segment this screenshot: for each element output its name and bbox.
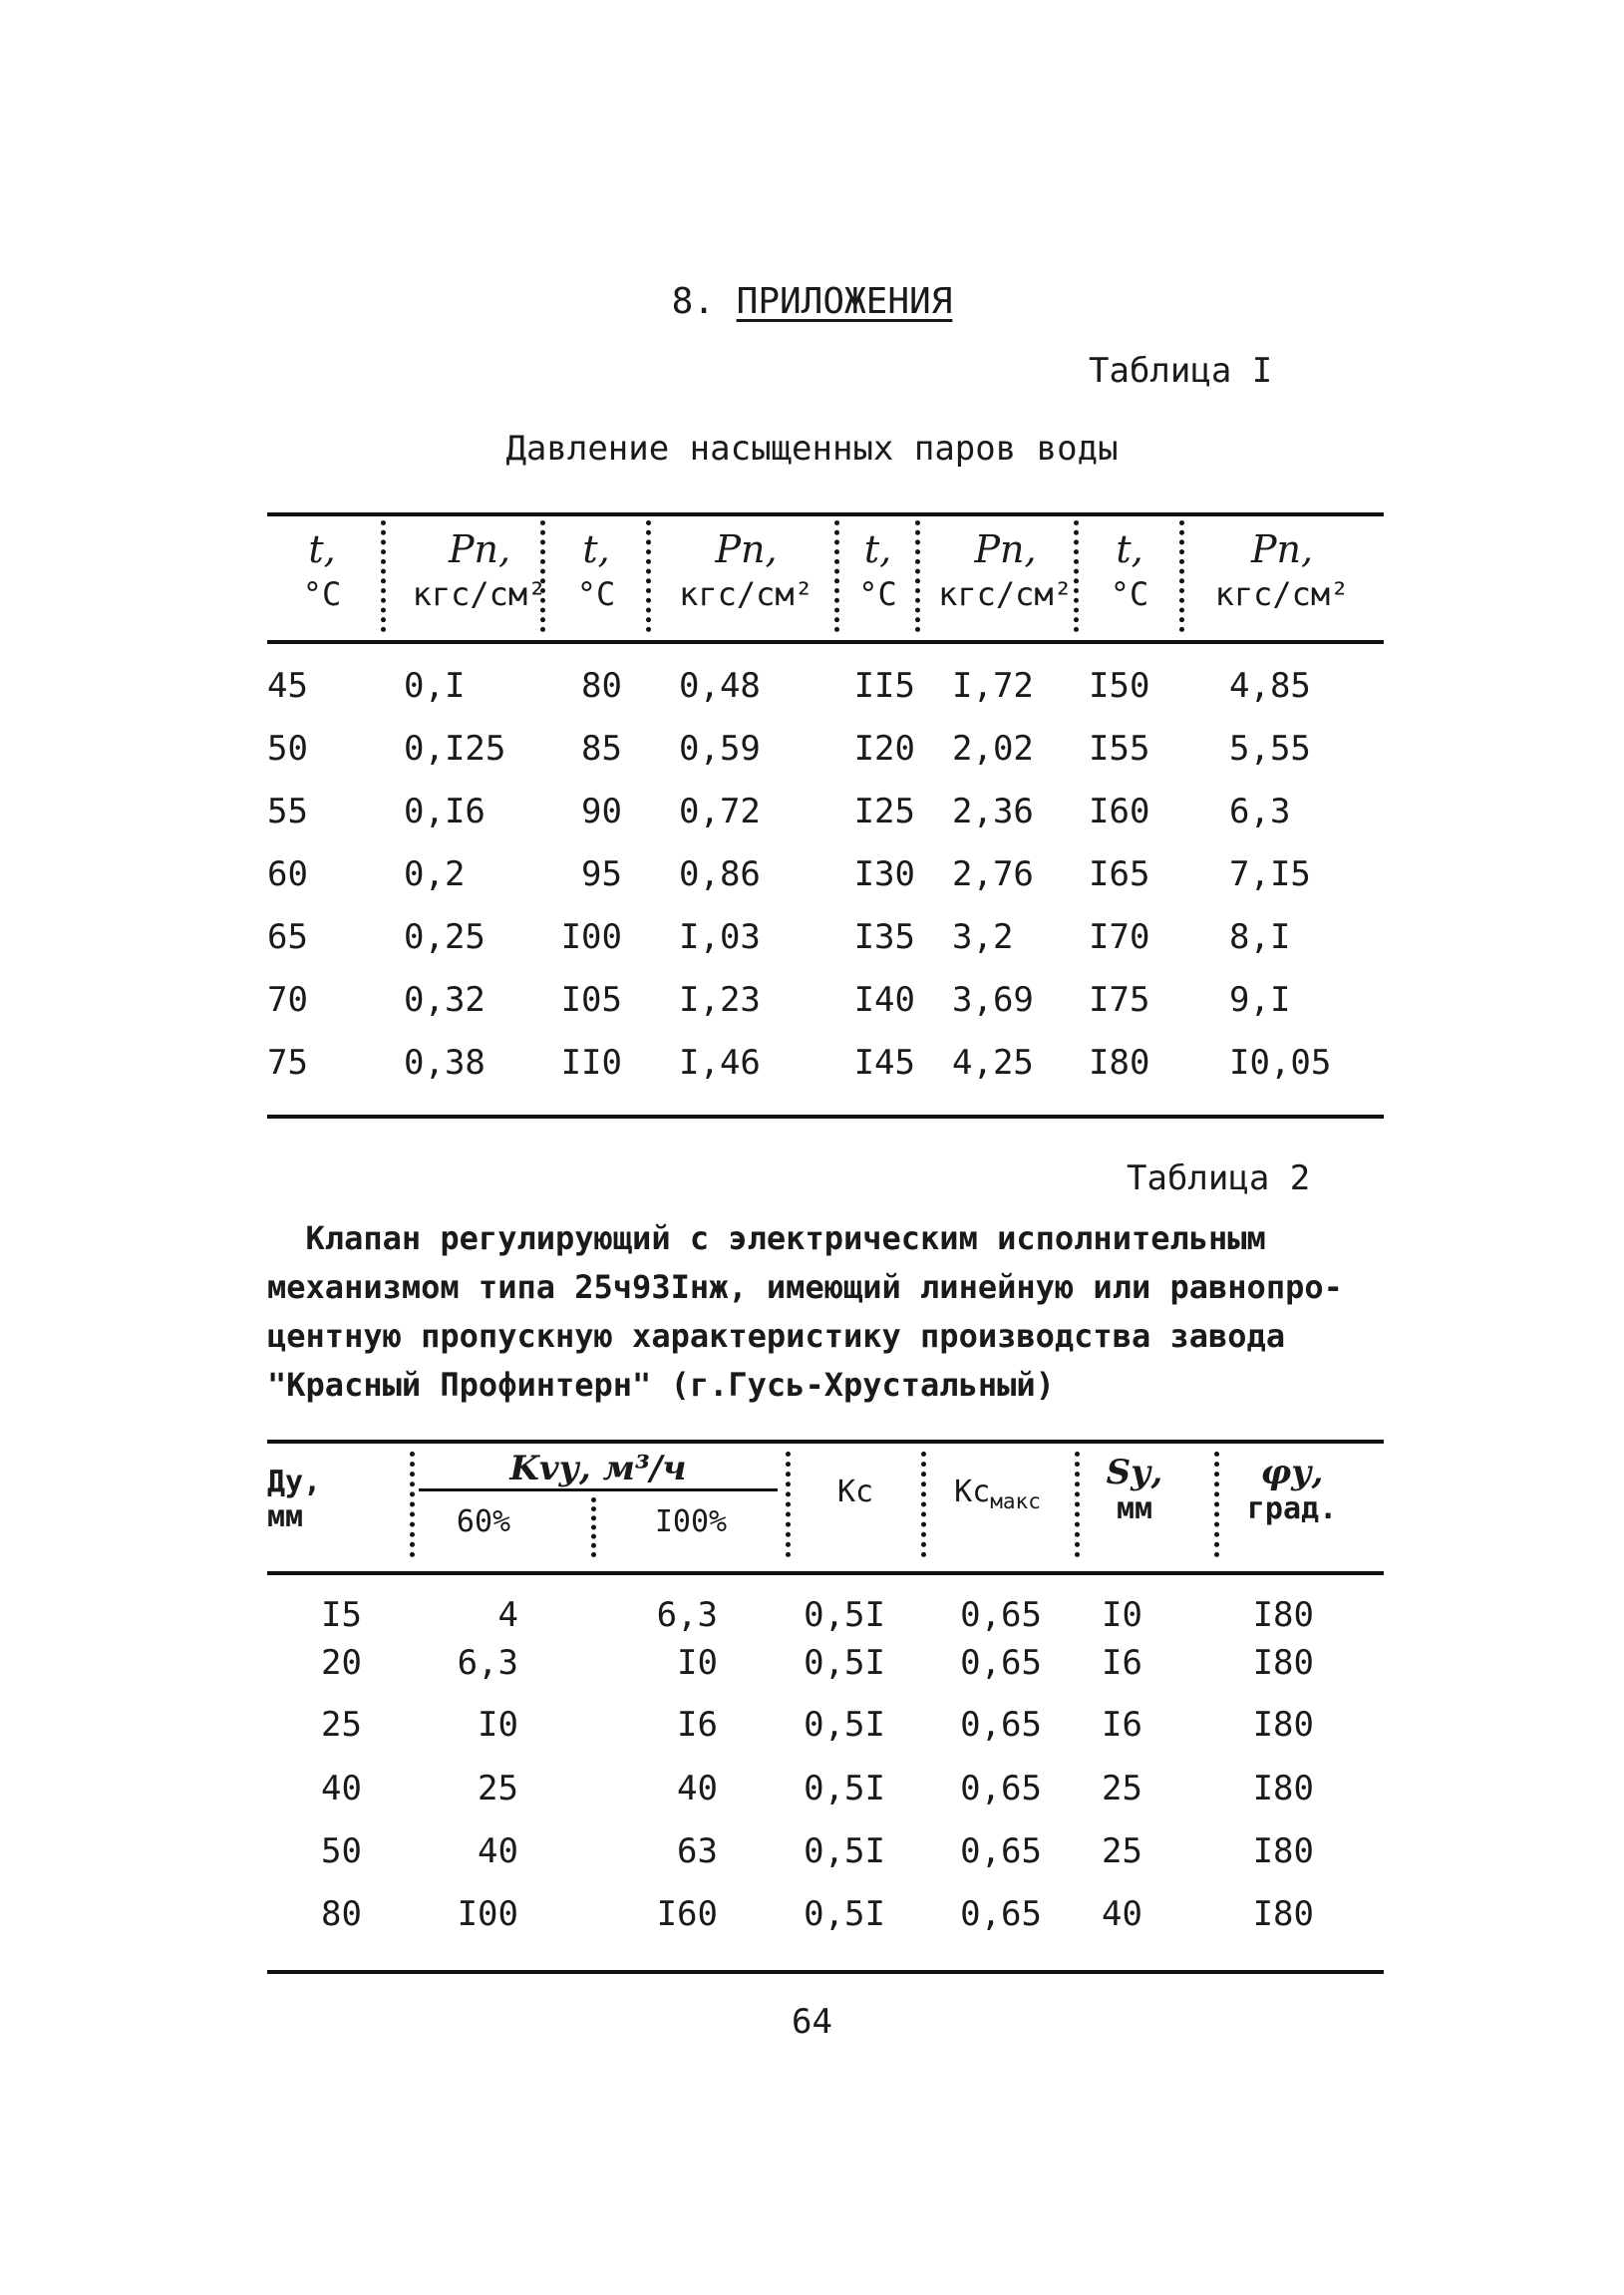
page-number: 64 bbox=[792, 2002, 832, 2042]
table-cell: I60 bbox=[656, 1894, 718, 1934]
table-cell: 0,5I bbox=[804, 1894, 885, 1934]
table-cell: I40 bbox=[853, 980, 915, 1020]
header-t bbox=[546, 526, 646, 614]
table-cell: I5 bbox=[321, 1595, 362, 1635]
header-p bbox=[1187, 526, 1377, 614]
table-cell: 90 bbox=[581, 792, 622, 831]
table-cell: 0,65 bbox=[960, 1705, 1042, 1745]
section-number: 8. bbox=[671, 281, 715, 322]
table-cell: I6 bbox=[1102, 1643, 1142, 1683]
table-cell: 50 bbox=[321, 1831, 362, 1871]
header-p-label: Pп, bbox=[715, 527, 778, 571]
table-cell: 75 bbox=[267, 1043, 308, 1083]
section-title: ПРИЛОЖЕНИЯ bbox=[736, 281, 953, 322]
table-cell: 4,25 bbox=[952, 1043, 1034, 1083]
table-cell: 45 bbox=[267, 666, 308, 706]
description-line: механизмом типа 25ч93Iнж, имеющий линейную или равнопро- bbox=[267, 1268, 1343, 1306]
table-cell: 9,I bbox=[1229, 980, 1291, 1020]
table-cell: I75 bbox=[1089, 980, 1150, 1020]
table-cell: I05 bbox=[560, 980, 622, 1020]
table-cell: I,46 bbox=[679, 1043, 761, 1083]
table-cell: I65 bbox=[1089, 854, 1150, 894]
table-cell: 6,3 bbox=[457, 1643, 518, 1683]
table-cell: 2,02 bbox=[952, 729, 1034, 769]
table-cell: 0,48 bbox=[679, 666, 761, 706]
column-divider bbox=[834, 520, 839, 632]
column-divider bbox=[646, 520, 651, 632]
table2-header-rule bbox=[267, 1571, 1384, 1575]
header-phi bbox=[1222, 1454, 1362, 1527]
table-cell: 6,3 bbox=[1229, 792, 1291, 831]
table2-label: Таблица 2 bbox=[1127, 1158, 1311, 1198]
table-cell: II5 bbox=[853, 666, 915, 706]
column-divider bbox=[540, 520, 545, 632]
header-sy-label: Sу, bbox=[1106, 1453, 1163, 1492]
header-kvy bbox=[419, 1450, 778, 1491]
column-divider bbox=[921, 1452, 926, 1557]
header-p-unit: кгс/см² bbox=[1214, 574, 1350, 613]
table-cell: I00 bbox=[560, 917, 622, 957]
table-cell: 7,I5 bbox=[1229, 854, 1311, 894]
header-t bbox=[840, 526, 915, 614]
table-cell: 4,85 bbox=[1229, 666, 1311, 706]
table-cell: I30 bbox=[853, 854, 915, 894]
table-cell: 0,I6 bbox=[404, 792, 486, 831]
table-cell: 0,32 bbox=[404, 980, 486, 1020]
table-cell: I,72 bbox=[952, 666, 1034, 706]
header-kvy-100: I00% bbox=[654, 1504, 728, 1539]
header-kc: Кс bbox=[836, 1475, 874, 1509]
table-cell: I6 bbox=[1102, 1705, 1142, 1745]
header-kvy-60: 60% bbox=[456, 1504, 511, 1539]
column-divider bbox=[786, 1452, 791, 1557]
table-cell: I50 bbox=[1089, 666, 1150, 706]
table-cell: I45 bbox=[853, 1043, 915, 1083]
table-cell: I80 bbox=[1252, 1894, 1314, 1934]
header-phi-unit: град. bbox=[1246, 1491, 1338, 1527]
column-divider bbox=[1074, 520, 1079, 632]
section-heading bbox=[0, 281, 1624, 322]
table-cell: 8,I bbox=[1229, 917, 1291, 957]
table-cell: 0,5I bbox=[804, 1769, 885, 1808]
table-cell: 0,5I bbox=[804, 1705, 885, 1745]
table-cell: 25 bbox=[478, 1769, 518, 1808]
table-cell: II0 bbox=[560, 1043, 622, 1083]
table2-description bbox=[267, 1214, 1374, 1410]
header-t bbox=[1080, 526, 1179, 614]
table-cell: 3,69 bbox=[952, 980, 1034, 1020]
table-cell: I0 bbox=[1102, 1595, 1142, 1635]
table-cell: 0,I bbox=[404, 666, 466, 706]
table-cell: I80 bbox=[1252, 1643, 1314, 1683]
table-cell: 65 bbox=[267, 917, 308, 957]
table-cell: 5,55 bbox=[1229, 729, 1311, 769]
table-cell: I20 bbox=[853, 729, 915, 769]
table-cell: 40 bbox=[321, 1769, 362, 1808]
table1-bottom-rule bbox=[267, 1115, 1384, 1119]
column-divider bbox=[410, 1452, 415, 1557]
column-divider bbox=[1214, 1452, 1219, 1557]
header-kvy-label: Kvу, м³/ч bbox=[509, 1449, 687, 1488]
table-cell: 0,59 bbox=[679, 729, 761, 769]
table-cell: I70 bbox=[1089, 917, 1150, 957]
description-line: центную пропускную характеристику производства завода bbox=[267, 1317, 1286, 1355]
table1-header-rule bbox=[267, 640, 1384, 644]
table-cell: 25 bbox=[1102, 1769, 1142, 1808]
table-cell: 4 bbox=[497, 1595, 518, 1635]
header-p-unit: кгс/см² bbox=[938, 574, 1073, 613]
table-cell: 0,5I bbox=[804, 1643, 885, 1683]
header-du bbox=[267, 1466, 357, 1534]
header-kc-max-label: Кс bbox=[954, 1475, 991, 1509]
table2-top-rule bbox=[267, 1440, 1384, 1444]
table-cell: 25 bbox=[1102, 1831, 1142, 1871]
header-t bbox=[267, 526, 377, 614]
table-cell: 2,76 bbox=[952, 854, 1034, 894]
table-cell: 95 bbox=[581, 854, 622, 894]
header-p bbox=[923, 526, 1088, 614]
table-cell: I35 bbox=[853, 917, 915, 957]
header-p-unit: кгс/см² bbox=[679, 574, 813, 613]
table1-title: Давление насыщенных паров воды bbox=[505, 429, 1119, 469]
column-divider bbox=[915, 520, 920, 632]
column-divider bbox=[1179, 520, 1184, 632]
table-cell: 0,38 bbox=[404, 1043, 486, 1083]
header-sy-unit: мм bbox=[1116, 1491, 1153, 1527]
header-du-label: Ду, bbox=[267, 1465, 322, 1499]
table-cell: 0,65 bbox=[960, 1643, 1042, 1683]
column-divider bbox=[591, 1497, 596, 1557]
table-cell: I80 bbox=[1252, 1769, 1314, 1808]
header-t-label: t, bbox=[308, 527, 336, 571]
table-cell: 40 bbox=[677, 1769, 718, 1808]
table-cell: 25 bbox=[321, 1705, 362, 1745]
table-cell: I80 bbox=[1252, 1831, 1314, 1871]
table-cell: 0,65 bbox=[960, 1595, 1042, 1635]
table-cell: 3,2 bbox=[952, 917, 1014, 957]
description-line: Клапан регулирующий с электрическим исполнительным bbox=[267, 1219, 1266, 1257]
table-cell: 6,3 bbox=[656, 1595, 718, 1635]
header-t-label: t, bbox=[863, 527, 892, 571]
table1-top-rule bbox=[267, 512, 1384, 516]
table-cell: I25 bbox=[853, 792, 915, 831]
table-cell: 80 bbox=[581, 666, 622, 706]
header-kc-max-sub: макс bbox=[990, 1489, 1041, 1513]
table-cell: I0,05 bbox=[1229, 1043, 1332, 1083]
header-t-unit: °C bbox=[576, 574, 616, 613]
header-p bbox=[654, 526, 838, 614]
table-cell: I80 bbox=[1252, 1595, 1314, 1635]
header-phi-label: φу, bbox=[1260, 1453, 1324, 1492]
header-p-unit: кгс/см² bbox=[412, 574, 547, 613]
table-cell: I55 bbox=[1089, 729, 1150, 769]
table-cell: I0 bbox=[677, 1643, 718, 1683]
header-t-label: t, bbox=[582, 527, 610, 571]
table-cell: 0,65 bbox=[960, 1894, 1042, 1934]
header-sy bbox=[1080, 1454, 1189, 1527]
table-cell: I60 bbox=[1089, 792, 1150, 831]
table-cell: I6 bbox=[677, 1705, 718, 1745]
table-cell: 50 bbox=[267, 729, 308, 769]
table-cell: 2,36 bbox=[952, 792, 1034, 831]
table-cell: 80 bbox=[321, 1894, 362, 1934]
description-line: "Красный Профинтерн" (г.Гусь-Хрустальный) bbox=[267, 1366, 1055, 1404]
table-cell: 0,65 bbox=[960, 1769, 1042, 1808]
table-cell: 0,72 bbox=[679, 792, 761, 831]
header-p-label: Pп, bbox=[1250, 527, 1314, 571]
table-cell: 0,65 bbox=[960, 1831, 1042, 1871]
table-cell: 85 bbox=[581, 729, 622, 769]
header-du-unit: мм bbox=[267, 1498, 304, 1534]
header-kc-max bbox=[930, 1475, 1065, 1513]
header-t-unit: °C bbox=[302, 574, 342, 613]
header-t-unit: °C bbox=[1110, 574, 1149, 613]
table-cell: 0,25 bbox=[404, 917, 486, 957]
table-cell: I80 bbox=[1089, 1043, 1150, 1083]
table2-bottom-rule bbox=[267, 1970, 1384, 1974]
table-cell: 0,5I bbox=[804, 1595, 885, 1635]
table-cell: 70 bbox=[267, 980, 308, 1020]
header-p-label: Pп, bbox=[448, 527, 511, 571]
table-cell: 63 bbox=[677, 1831, 718, 1871]
table-cell: 40 bbox=[478, 1831, 518, 1871]
header-t-unit: °C bbox=[858, 574, 897, 613]
header-p-label: Pп, bbox=[974, 527, 1037, 571]
table-cell: 55 bbox=[267, 792, 308, 831]
table-cell: 60 bbox=[267, 854, 308, 894]
table-cell: I0 bbox=[478, 1705, 518, 1745]
table-cell: I80 bbox=[1252, 1705, 1314, 1745]
header-t-label: t, bbox=[1116, 527, 1143, 571]
table-cell: 0,I25 bbox=[404, 729, 506, 769]
table1-label: Таблица I bbox=[1089, 351, 1273, 391]
table-cell: 0,2 bbox=[404, 854, 466, 894]
table-cell: I,03 bbox=[679, 917, 761, 957]
table-cell: I,23 bbox=[679, 980, 761, 1020]
table-cell: 20 bbox=[321, 1643, 362, 1683]
table-cell: 0,86 bbox=[679, 854, 761, 894]
table-cell: 0,5I bbox=[804, 1831, 885, 1871]
table-cell: I00 bbox=[457, 1894, 518, 1934]
table-cell: 40 bbox=[1102, 1894, 1142, 1934]
